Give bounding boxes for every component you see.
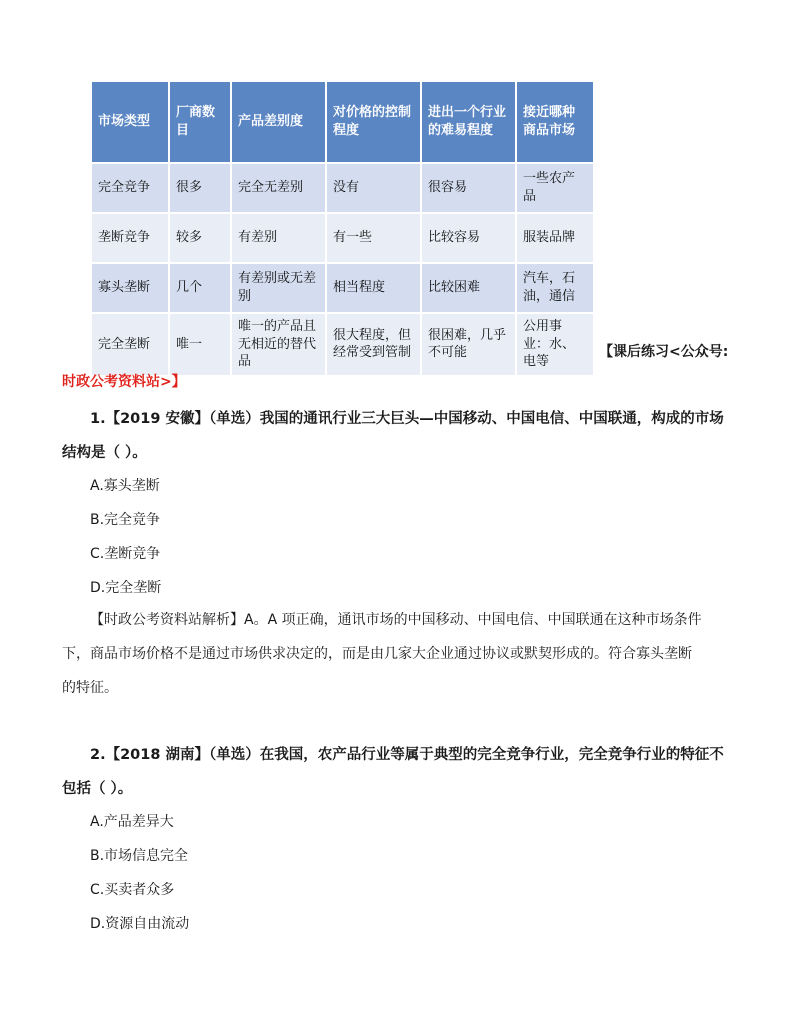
table-header-row bbox=[91, 81, 594, 163]
table-header-cell: 市场类型 bbox=[91, 81, 169, 163]
table-row bbox=[91, 263, 594, 313]
question-1-analysis-line3: 的特征。 bbox=[62, 680, 118, 696]
table-cell: 垄断竞争 bbox=[91, 213, 169, 263]
table-cell: 汽车，石油，通信 bbox=[516, 263, 594, 313]
table-cell: 完全无差别 bbox=[231, 163, 326, 213]
table-cell: 完全竞争 bbox=[91, 163, 169, 213]
table-cell: 几个 bbox=[169, 263, 231, 313]
question-2-option-b: B.市场信息完全 bbox=[90, 848, 189, 864]
table-cell: 服装品牌 bbox=[516, 213, 594, 263]
question-1-option-a: A.寡头垄断 bbox=[90, 478, 160, 494]
question-1-option-b: B.完全竞争 bbox=[90, 512, 161, 528]
table-row bbox=[91, 313, 594, 376]
market-structure-table-image bbox=[90, 80, 593, 370]
table-cell: 有差别或无差别 bbox=[231, 263, 326, 313]
question-1-line2: 结构是（ ）。 bbox=[62, 445, 147, 461]
table-cell: 有一些 bbox=[326, 213, 421, 263]
question-2-line1: 2.【2018 湖南】（单选）在我国，农产品行业等属于典型的完全竞争行业，完全竞争行业的特征不 bbox=[90, 747, 724, 763]
table-cell: 完全垄断 bbox=[91, 313, 169, 376]
table-cell: 寡头垄断 bbox=[91, 263, 169, 313]
question-1-option-c: C.垄断竞争 bbox=[90, 546, 161, 562]
table-cell: 很容易 bbox=[421, 163, 516, 213]
section-heading-part1: 【课后练习<公众号: bbox=[599, 344, 729, 360]
table-cell: 公用事业：水、电等 bbox=[516, 313, 594, 376]
question-2-line2: 包括（ ）。 bbox=[62, 781, 133, 797]
question-2-option-a: A.产品差异大 bbox=[90, 814, 174, 830]
table-cell: 比较容易 bbox=[421, 213, 516, 263]
question-1-line1: 1.【2019 安徽】（单选）我国的通讯行业三大巨头—中国移动、中国电信、中国联通，构成的市场 bbox=[90, 411, 724, 427]
table-cell: 唯一的产品且无相近的替代品 bbox=[231, 313, 326, 376]
table-row bbox=[91, 163, 594, 213]
table-cell: 没有 bbox=[326, 163, 421, 213]
section-heading-part2: 时政公考资料站>】 bbox=[62, 374, 186, 390]
table-cell: 相当程度 bbox=[326, 263, 421, 313]
question-2-option-c: C.买卖者众多 bbox=[90, 882, 175, 898]
table-cell: 很多 bbox=[169, 163, 231, 213]
question-1-analysis-line1: 【时政公考资料站解析】A。A 项正确，通讯市场的中国移动、中国电信、中国联通在这种市场条件 bbox=[90, 612, 702, 628]
table-header-cell: 进出一个行业的难易程度 bbox=[421, 81, 516, 163]
question-1-analysis-line2: 下，商品市场价格不是通过市场供求决定的，而是由几家大企业通过协议或默契形成的。符合寡头垄断 bbox=[62, 646, 692, 662]
table-header-cell: 产品差别度 bbox=[231, 81, 326, 163]
table-row bbox=[91, 213, 594, 263]
table-cell: 一些农产品 bbox=[516, 163, 594, 213]
table-cell: 较多 bbox=[169, 213, 231, 263]
table-cell: 比较困难 bbox=[421, 263, 516, 313]
question-2-option-d: D.资源自由流动 bbox=[90, 916, 190, 932]
table-cell: 有差别 bbox=[231, 213, 326, 263]
table-header-cell: 接近哪种商品市场 bbox=[516, 81, 594, 163]
table-header-cell: 对价格的控制程度 bbox=[326, 81, 421, 163]
question-1-option-d: D.完全垄断 bbox=[90, 580, 162, 596]
market-structure-table bbox=[90, 80, 595, 377]
table-cell: 唯一 bbox=[169, 313, 231, 376]
table-cell: 很大程度，但经常受到管制 bbox=[326, 313, 421, 376]
table-cell: 很困难，几乎不可能 bbox=[421, 313, 516, 376]
table-header-cell: 厂商数目 bbox=[169, 81, 231, 163]
